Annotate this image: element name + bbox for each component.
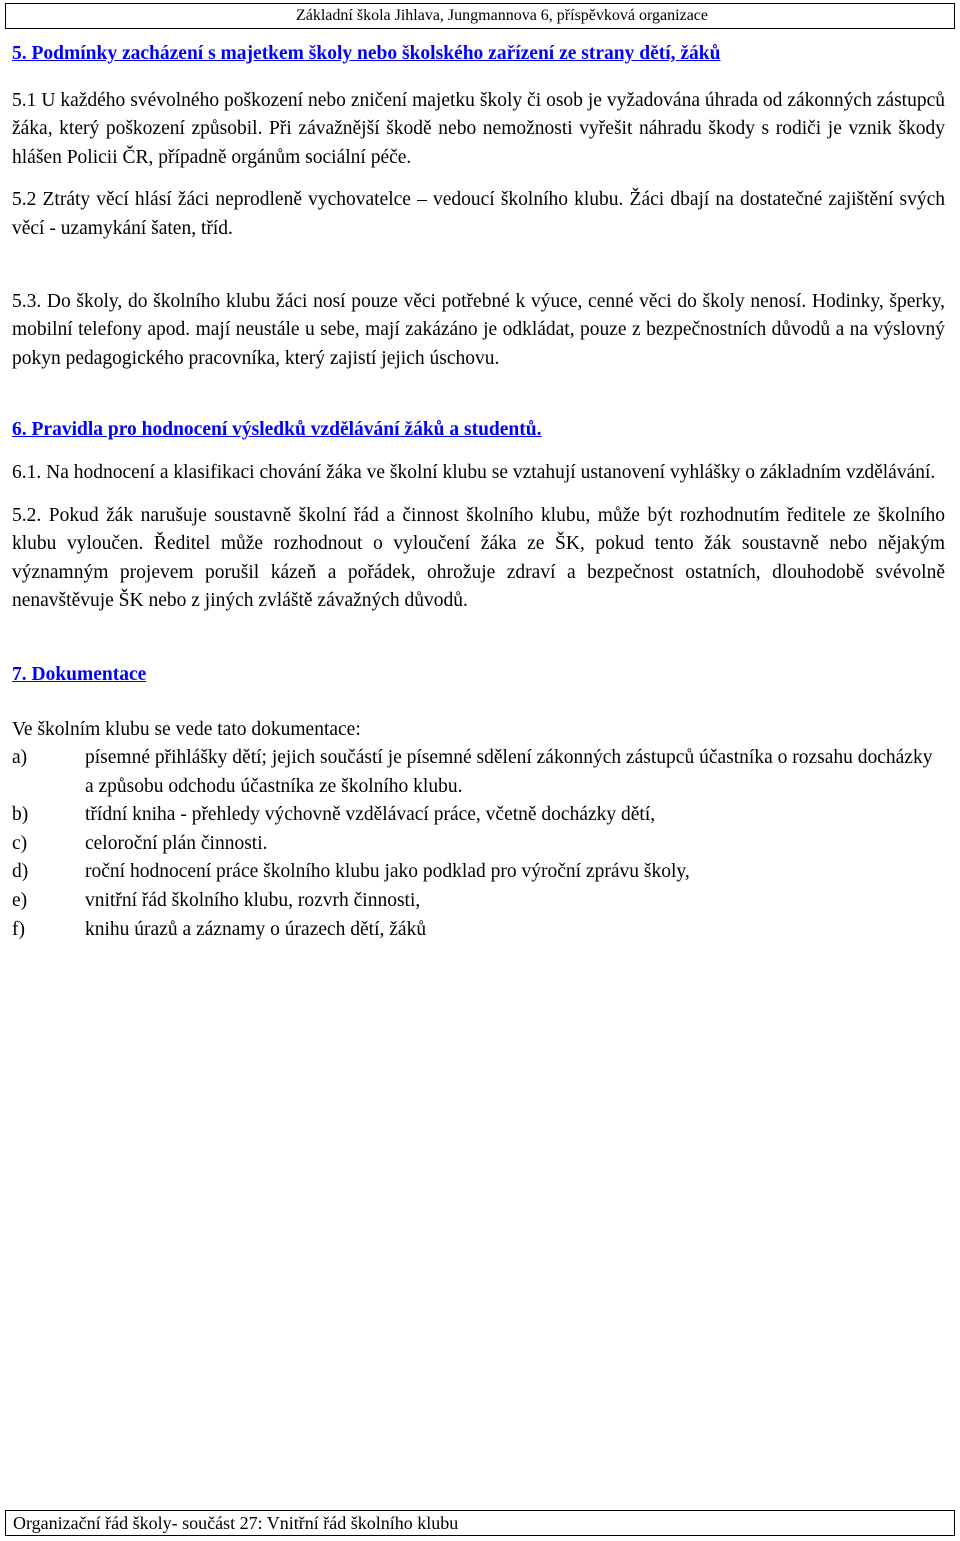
- list-item: [12, 744, 945, 801]
- paragraph-5-3: 5.3. Do školy, do školního klubu žáci nosí pouze věci potřebné k výuce, cenné věci do školy nenosí. Hodinky, šperky, mobilní telefony apod. mají neustále u sebe, mají zakázáno je odkládat, pouze z bezpečnostních důvodů a na výslovný pokyn pedagogického pracovníka, který zajistí jejich úschovu.: [12, 290, 945, 369]
- header-text: Základní škola Jihlava, Jungmannova 6, příspěvková organizace: [295, 7, 708, 24]
- list-item: [12, 830, 945, 859]
- documentation-list: [12, 744, 945, 944]
- list-item-text: třídní kniha - přehledy výchovně vzdělávací práce, včetně docházky dětí,: [85, 804, 656, 826]
- list-item: [12, 801, 945, 830]
- list-item-text: roční hodnocení práce školního klubu jako podklad pro výroční zprávu školy,: [85, 861, 690, 883]
- list-item-text: celoroční plán činnosti.: [85, 832, 268, 854]
- list-marker: b): [12, 804, 29, 826]
- page-footer: [5, 1510, 955, 1536]
- list-item: [12, 887, 945, 916]
- paragraph-5-2: 5.2 Ztráty věcí hlásí žáci neprodleně vychovatelce – vedoucí školního klubu. Žáci dbají na dostatečné zajištění svých věcí - uzamykání šaten, tříd.: [12, 189, 945, 239]
- page-header: [5, 3, 955, 29]
- documentation-intro: Ve školním klubu se vede tato dokumentace:: [12, 718, 361, 740]
- list-item-text: vnitřní řád školního klubu, rozvrh činnosti,: [85, 890, 421, 912]
- list-item-text: písemné přihlášky dětí; jejich součástí je písemné sdělení zákonných zástupců účastníka o rozsahu docházky a způsobu odchodu účastníka ze školního klubu.: [85, 747, 933, 797]
- paragraph-5-1: 5.1 U každého svévolného poškození nebo zničení majetku školy či osob je vyžadována úhrada od zákonných zástupců žáka, který poškození způsobil. Při závažnější škodě nebo nemožnosti vyřešit náhradu škody s rodiči je vznik škody hlášen Policii ČR, případně orgánům sociální péče.: [12, 89, 945, 168]
- list-marker: c): [12, 832, 28, 854]
- list-marker: e): [12, 890, 28, 912]
- section-5-title: 5. Podmínky zacházení s majetkem školy nebo školského zařízení ze strany dětí, žáků: [12, 43, 721, 64]
- list-item-text: knihu úrazů a záznamy o úrazech dětí, žáků: [85, 918, 427, 940]
- list-marker: d): [12, 861, 29, 883]
- section-7-title: 7. Dokumentace: [12, 663, 147, 685]
- list-item: [12, 916, 945, 945]
- paragraph-6-2: 5.2. Pokud žák narušuje soustavně školní řád a činnost školního klubu, může být rozhodnutím ředitele ze školního klubu vyloučen. Ředitel může rozhodnout o vyloučení žáka ze ŠK, pokud tento žák soustavně nebo nějakým významným projevem porušil kázeň a pořádek, ohrožuje zdraví a bezpečnost ostatních, dlouhodobě svévolně nenavštěvuje ŠK nebo z jiných zvláště závažných důvodů.: [12, 504, 945, 612]
- list-item: [12, 858, 945, 887]
- list-marker: f): [12, 918, 25, 940]
- document-body: [12, 40, 945, 944]
- paragraph-6-1: 6.1. Na hodnocení a klasifikaci chování žáka ve školní klubu se vztahují ustanovení vyhlášky o základním vzdělávání.: [12, 461, 936, 483]
- footer-text: Organizační řád školy- součást 27: Vnitřní řád školního klubu: [13, 1513, 459, 1533]
- list-marker: a): [12, 747, 28, 769]
- section-6-title: 6. Pravidla pro hodnocení výsledků vzdělávání žáků a studentů.: [12, 419, 542, 441]
